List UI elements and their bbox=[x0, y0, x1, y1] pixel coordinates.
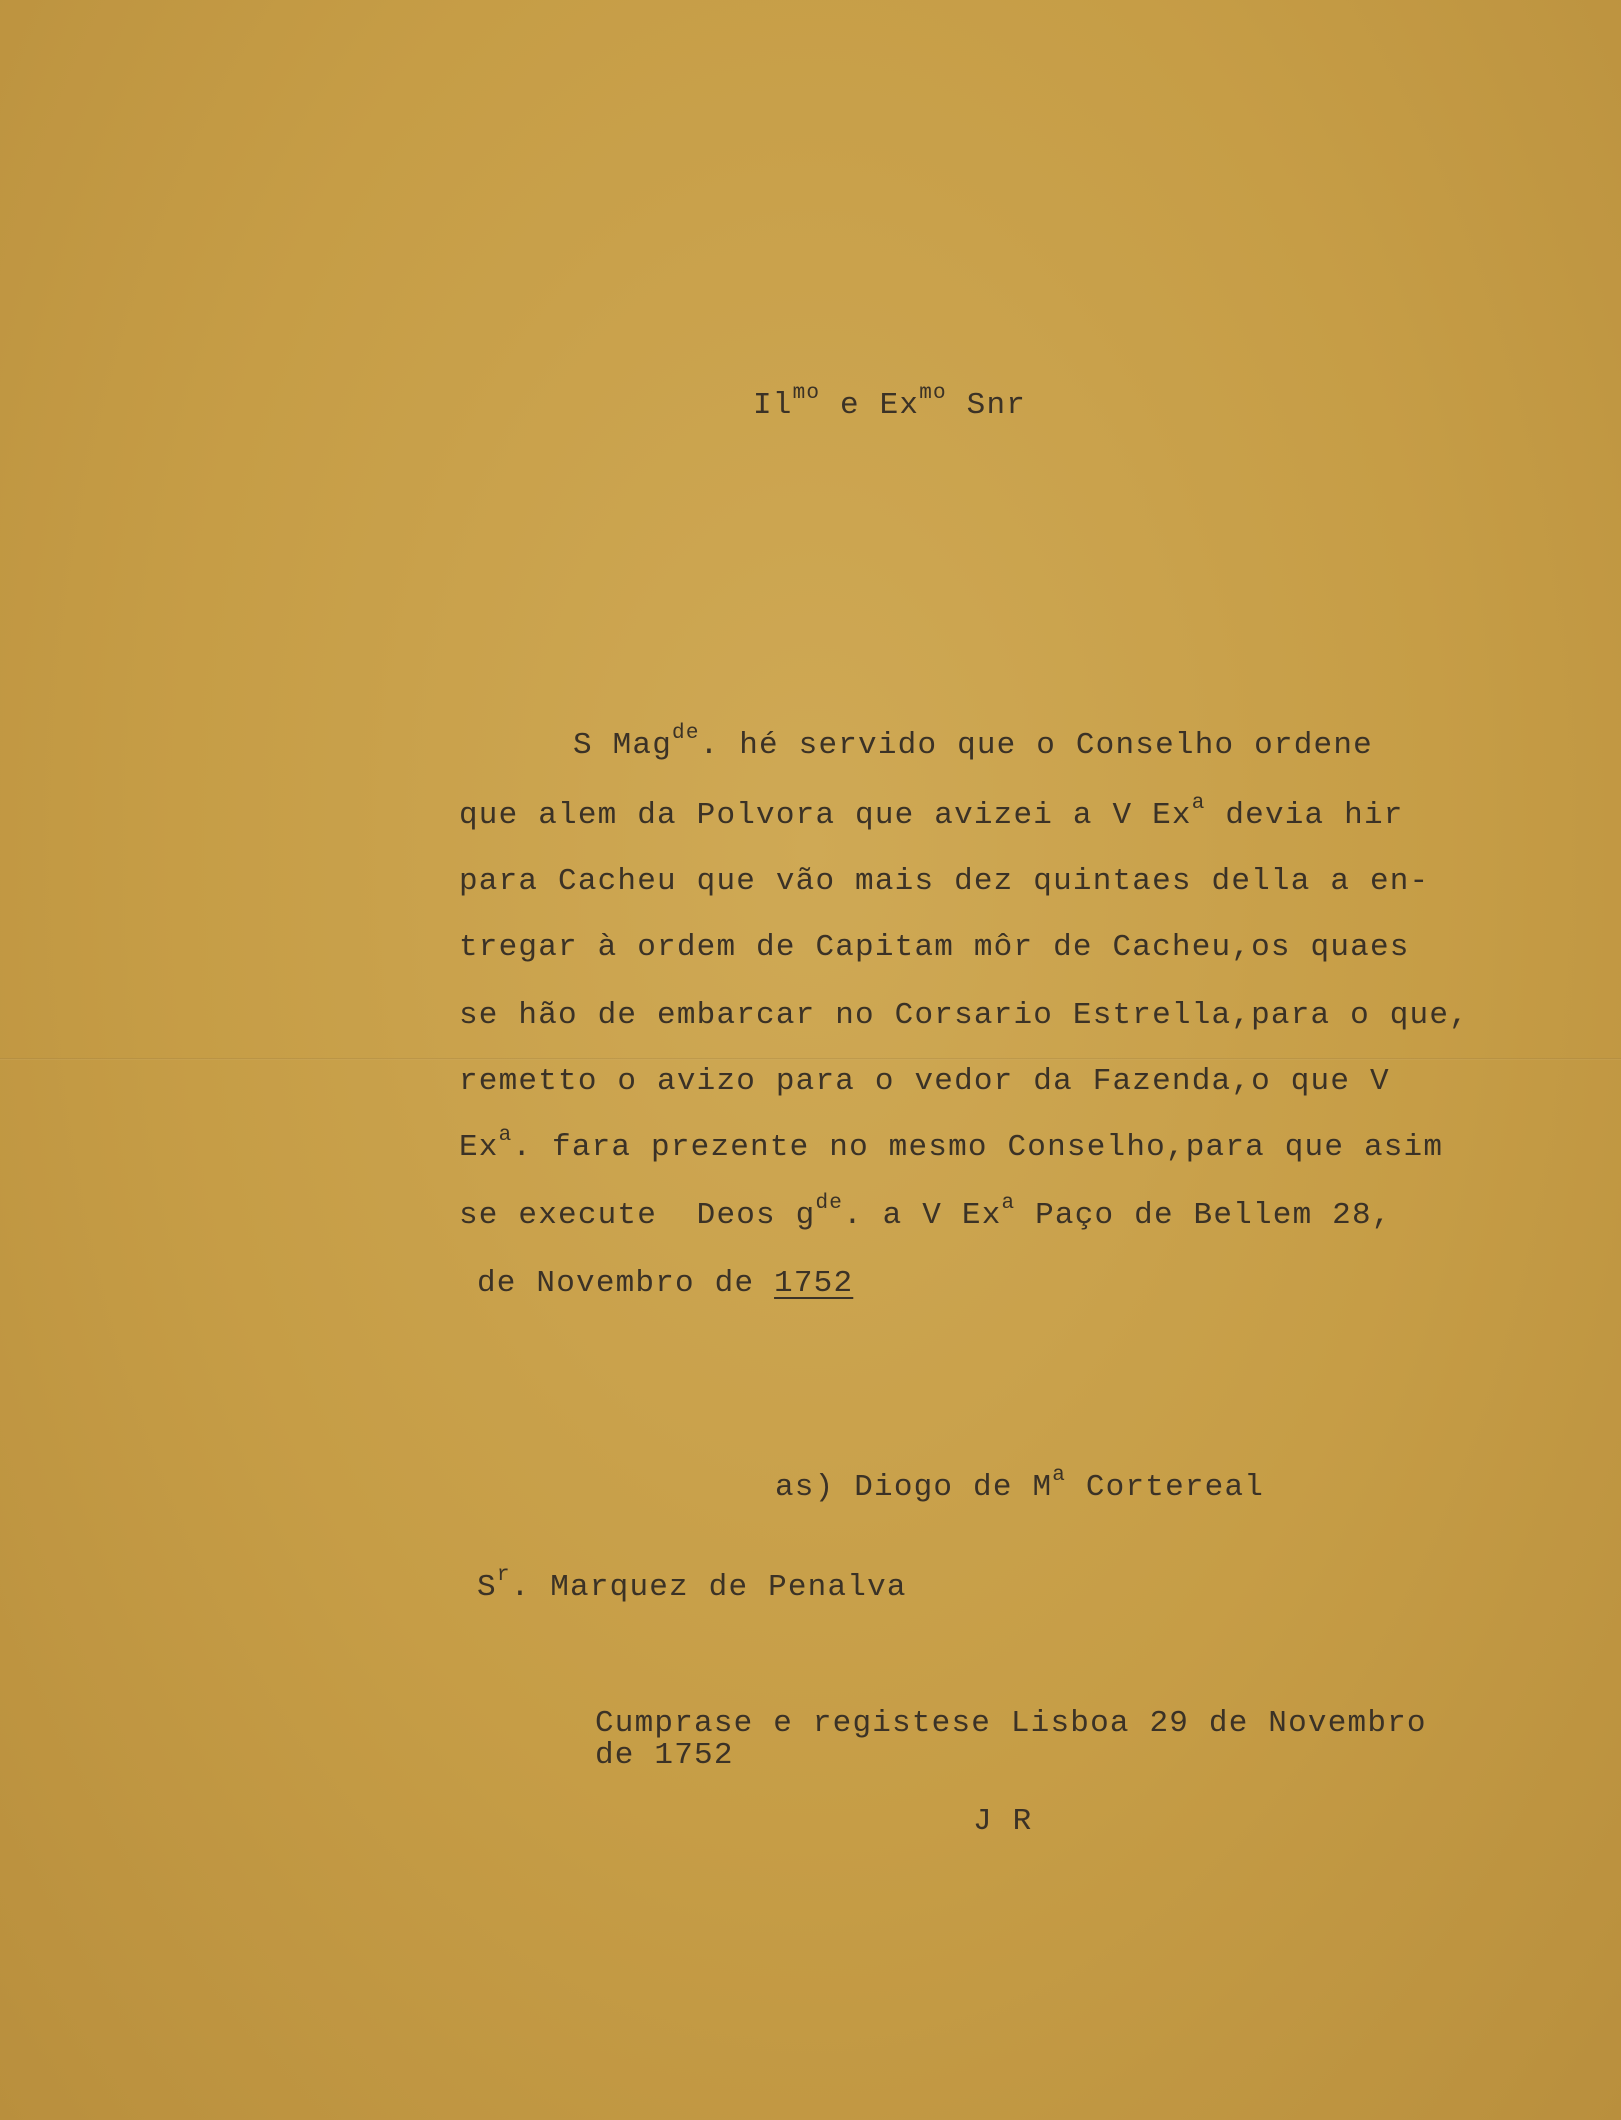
body-line-2: que alem da Polvora que avizei a V Ex$^a$ devia hir bbox=[459, 791, 1404, 833]
body-line-7: Ex$^a$. fara prezente no mesmo Conselho,para que asim bbox=[459, 1123, 1444, 1165]
body-line-3: para Cacheu que vão mais dez quintaes della a en- bbox=[459, 864, 1430, 899]
initials: J R bbox=[973, 1804, 1033, 1839]
body-line-8: se execute Deos $g^{de}$. a V Ex$^a$ Paço de Bellem 28, bbox=[459, 1191, 1392, 1233]
body-line-9: de Novembro de 1752 bbox=[477, 1266, 854, 1301]
addressee: $S^r$. Marquez de Penalva bbox=[477, 1563, 907, 1605]
body-line-4: tregar à ordem de Capitam môr de Cacheu,os quaes bbox=[459, 930, 1410, 965]
underlined-year: 1752 bbox=[774, 1266, 854, 1301]
fold-crease bbox=[0, 1058, 1621, 1060]
body-line-1: S Mag$^{de}$. hé servido que o Conselho ordene bbox=[573, 721, 1373, 763]
body-line-6: remetto o avizo para o vedor da Fazenda,o que V bbox=[459, 1064, 1390, 1099]
order-line-2: de 1752 bbox=[595, 1738, 734, 1773]
signature: as) Diogo de $M^a$ Cortereal bbox=[775, 1463, 1265, 1505]
order-line-1: Cumprase e registese Lisboa 29 de Novembro bbox=[595, 1706, 1427, 1741]
salutation: $Il^{mo}$ e $Ex^{mo}$ Snr bbox=[753, 381, 1027, 423]
body-line-5: se hão de embarcar no Corsario Estrella,para o que, bbox=[459, 998, 1469, 1033]
